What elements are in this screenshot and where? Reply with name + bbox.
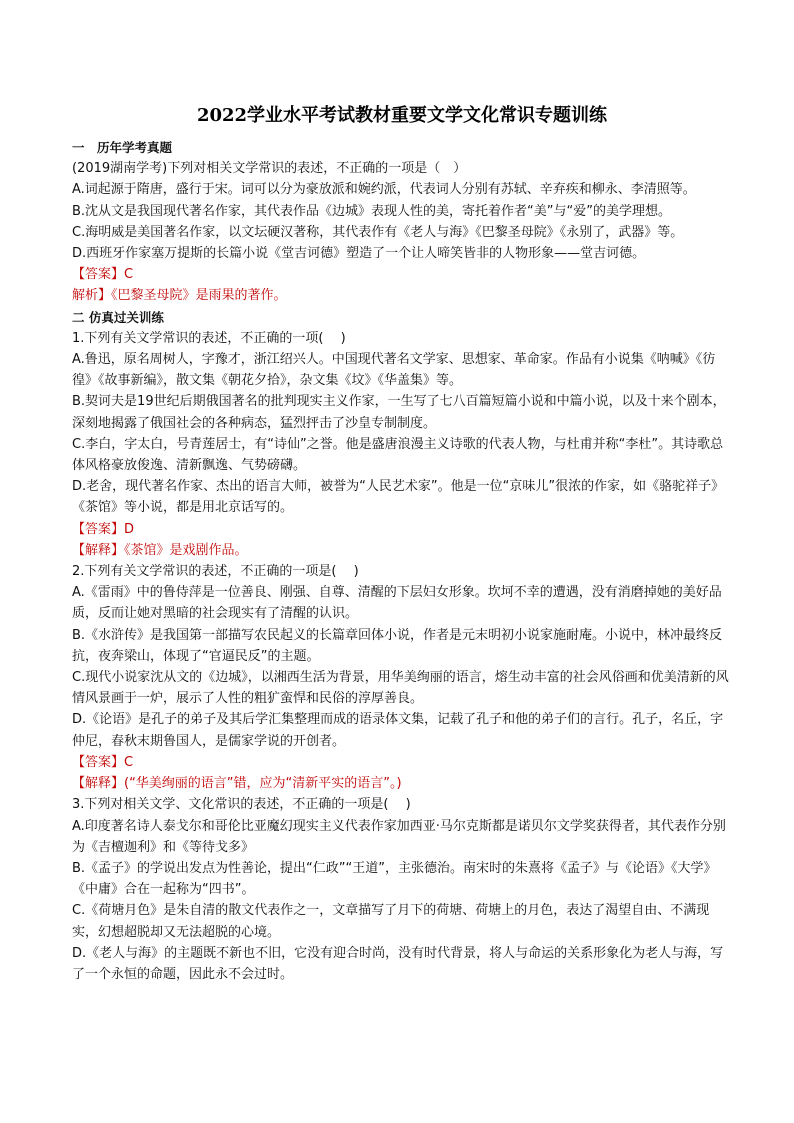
- option-b: B.契诃夫是19世纪后期俄国著名的批判现实主义作家，一生写了七八百篇短篇小说和中篇小说，以及十来个剧本，深刻地揭露了俄国社会的各种病态，猛烈抨击了沙皇专制制度。: [72, 394, 726, 431]
- option-a: A.词起源于隋唐，盛行于宋。词可以分为豪放派和婉约派，代表词人分别有苏轼、辛弃疾和柳永、李清照等。: [72, 182, 696, 198]
- analysis-text: 【解释】(“华美绚丽的语言”错，应为“清新平实的语言”。): [72, 776, 402, 792]
- option-d: D.《论语》是孔子的弟子及其后学汇集整理而成的语录体文集，记载了孔子和他的弟子们的言行。孔子，名丘，字仲尼，春秋末期鲁国人，是儒家学说的开创者。: [72, 712, 724, 749]
- option-c: C.海明威是美国著名作家，以文坛硬汉著称，其代表作有《老人与海》《巴黎圣母院》《永别了，武器》等。: [72, 224, 684, 240]
- answer-label: 【答案】C: [72, 267, 134, 283]
- option-d: D.老舍，现代著名作家、杰出的语言大师，被誉为“人民艺术家”。他是一位“京味儿”很浓的作家，如《骆驼祥子》《茶馆》等小说，都是用北京话写的。: [72, 479, 725, 516]
- option-b: B.《孟子》的学说出发点为性善论，提出“仁政”“王道”，主张德治。南宋时的朱熹将《孟子》与《论语》《大学》《中庸》合在一起称为“四书”。: [72, 860, 717, 898]
- question-0: [72, 158, 732, 306]
- option-a: A.《雷雨》中的鲁侍萍是一位善良、刚强、自尊、清醒的下层妇女形象。坎坷不幸的遭遇，没有消磨掉她的美好品质，反而让她对黑暗的社会现实有了清醒的认识。: [72, 585, 722, 622]
- option-a: A.印度著名诗人泰戈尔和哥伦比亚魔幻现实主义代表作家加西亚·马尔克斯都是诺贝尔文学奖获得者，其代表作分别为《吉檀迦利》和《等待戈多》: [72, 818, 726, 855]
- answer-label: 【答案】C: [72, 754, 134, 770]
- document-page: [72, 104, 732, 985]
- option-d: D.《老人与海》的主题既不新也不旧，它没有迎合时尚，没有时代背景，将人与命运的关系形象化为老人与海，写了一个永恒的命题，因此永不会过时。: [72, 945, 724, 982]
- option-c: C.李白，字太白，号青莲居士，有“诗仙”之誉。他是盛唐浪漫主义诗歌的代表人物，与杜甫并称“李杜”。其诗歌总体风格豪放俊逸、清新飘逸、气势磅礴。: [72, 436, 724, 474]
- option-b: B.沈从文是我国现代著名作家，其代表作品《边城》表现人性的美，寄托着作者“美”与“爱”的美学理想。: [72, 203, 671, 219]
- question-stem: 2.下列有关文学常识的表述，不正确的一项是( ): [72, 564, 359, 580]
- section-heading-simulation: 二 仿真过关训练: [72, 309, 164, 325]
- option-b: B.《水浒传》是我国第一部描写农民起义的长篇章回体小说，作者是元末明初小说家施耐庵。小说中，林冲最终反抗，夜奔梁山，体现了“官逼民反”的主题。: [72, 627, 723, 664]
- option-d: D.西班牙作家塞万提斯的长篇小说《堂吉诃德》塑造了一个让人啼笑皆非的人物形象——堂吉诃德。: [72, 246, 646, 262]
- section-heading-past-exams: 一 历年学考真题: [72, 140, 173, 155]
- option-c: C.现代小说家沈从文的《边城》，以湘西生活为背景，用华美绚丽的语言，熔生动丰富的社会风俗画和优美清新的风情风景画于一炉，展示了人性的粗犷蛮悍和民俗的淳厚善良。: [72, 670, 729, 707]
- question-2: [72, 561, 732, 794]
- page-title: 2022学业水平考试教材重要文学文化常识专题训练: [196, 105, 608, 126]
- analysis-text: 解析】《巴黎圣母院》是雨果的著作。: [72, 288, 287, 304]
- analysis-text: 【解释】《茶馆》是戏剧作品。: [72, 542, 248, 558]
- answer-label: 【答案】D: [72, 521, 135, 537]
- option-c: C.《荷塘月色》是朱自清的散文代表作之一，文章描写了月下的荷塘、荷塘上的月色，表达了渴望自由、不满现实，幻想超脱却又无法超脱的心境。: [72, 903, 710, 940]
- option-a: A.鲁迅，原名周树人，字豫才，浙江绍兴人。中国现代著名文学家、思想家、革命家。作品有小说集《呐喊》《彷徨》《故事新编》，散文集《朝花夕拾》，杂文集《坟》《华盖集》等。: [72, 352, 716, 389]
- question-3: [72, 794, 732, 985]
- question-stem: (2019湖南学考)下列对相关文学常识的表述，不正确的一项是（ ）: [72, 161, 467, 177]
- question-stem: 1.下列有关文学常识的表述，不正确的一项( ): [72, 330, 346, 346]
- question-1: [72, 328, 732, 561]
- question-stem: 3.下列对相关文学、文化常识的表述，不正确的一项是( ): [72, 797, 411, 813]
